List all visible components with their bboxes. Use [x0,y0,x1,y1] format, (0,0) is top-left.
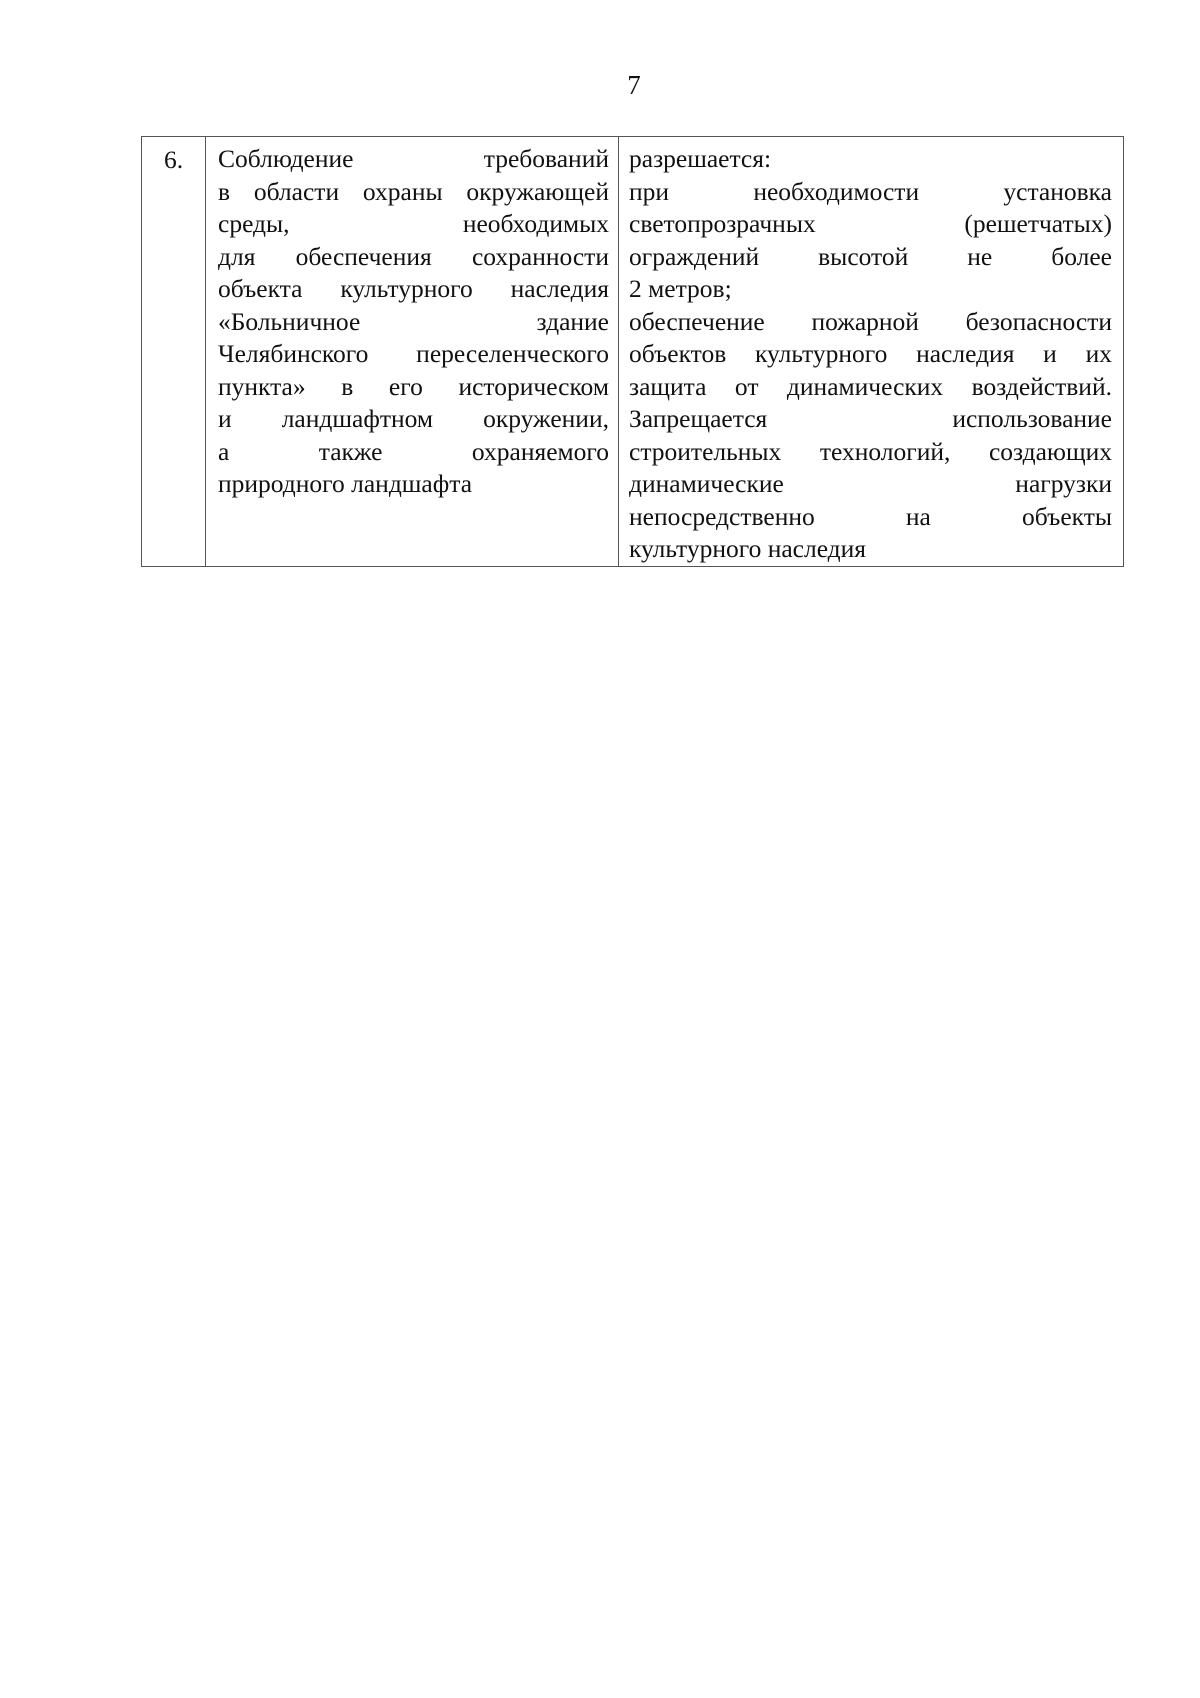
text-word: и [1043,339,1057,368]
text-word: необходимых [462,209,609,238]
text-word: 2 метров; [629,274,732,303]
text-line [619,273,1123,306]
text-word: для [218,241,256,271]
text-word: переселенческого [416,339,609,368]
row-number: 6. [142,137,206,567]
text-line [206,241,618,274]
text-word: и [218,404,232,433]
text-word: установка [1003,176,1112,206]
text-word: динамические [629,469,784,498]
text-word: охраняемого [471,436,609,466]
text-word: пожарной [811,306,919,336]
text-word: культурного [340,274,473,303]
text-word: ландшафтном [281,404,434,433]
text-word: более [1051,241,1112,271]
text-word: динамических [786,371,944,401]
text-line [619,306,1123,339]
text-word: не [967,241,993,271]
text-line [206,371,618,404]
text-word: области [253,176,340,206]
text-word: а [218,436,230,466]
text-word: технологий, [819,436,951,466]
text-word: культурного наследия [629,534,867,563]
text-word: в [218,176,231,206]
text-word: защита [629,371,707,401]
text-line [206,436,618,469]
text-word: нагрузки [1015,469,1112,498]
text-word: среды, [218,209,290,238]
text-word: разрешается: [629,144,772,173]
table-row [142,137,1124,567]
text-line [619,533,1123,566]
text-word: окружении, [483,404,609,433]
page-number: 7 [627,70,641,100]
text-line [619,241,1123,274]
text-word: охраны [362,176,443,206]
text-line [206,143,618,176]
text-line [619,208,1123,241]
requirements-table [141,136,1124,567]
text-line [619,403,1123,436]
text-word: Запрещается [629,404,768,433]
text-word: воздействий. [971,371,1112,401]
text-line [619,501,1123,534]
text-word: наследия [510,274,609,303]
text-word: в [341,371,354,401]
text-word: на [905,501,931,531]
text-word: «Больничное [218,306,361,336]
text-word: наследия [916,339,1015,368]
regulation-cell [619,137,1124,567]
text-word: необходимости [753,176,920,206]
text-word: высотой [818,241,909,271]
text-word: природного ландшафта [218,469,473,498]
text-word: обеспечение [629,306,765,336]
text-word: от [734,371,759,401]
text-line [206,273,618,306]
text-word: культурного [755,339,888,368]
text-line [619,468,1123,501]
text-line [206,208,618,241]
text-word: сохранности [471,241,609,271]
text-line [619,371,1123,404]
text-word: объекта [218,274,303,303]
regulation-text [619,137,1123,566]
text-line [619,436,1123,469]
text-line [206,403,618,436]
text-word: окружающей [466,176,609,206]
text-word: непосредственно [629,501,815,531]
text-word: (решетчатых) [964,209,1112,238]
text-word: требований [483,144,609,173]
text-line [619,176,1123,209]
text-word: создающих [988,436,1112,466]
text-word: здание [536,306,609,336]
text-word: при [629,176,670,206]
text-line [206,338,618,371]
text-word: строительных [629,436,782,466]
text-word: обеспечения [295,241,432,271]
text-word: Челябинского [218,339,369,368]
text-line [619,338,1123,371]
text-word: использование [952,404,1112,433]
text-word: историческом [458,371,609,401]
text-word: светопрозрачных [629,209,816,238]
text-word: ограждений [629,241,760,271]
text-line [619,143,1123,176]
text-word: Соблюдение [218,144,354,173]
text-word: объектов [629,339,727,368]
text-word: его [388,371,423,401]
text-line [206,306,618,339]
text-line [206,468,618,501]
text-word: объекты [1022,501,1112,531]
text-word: также [318,436,383,466]
requirement-text [206,137,618,501]
text-word: их [1085,339,1112,368]
text-word: безопасности [965,306,1112,336]
text-line [206,176,618,209]
requirement-cell [206,137,619,567]
text-word: пункта» [218,371,306,401]
